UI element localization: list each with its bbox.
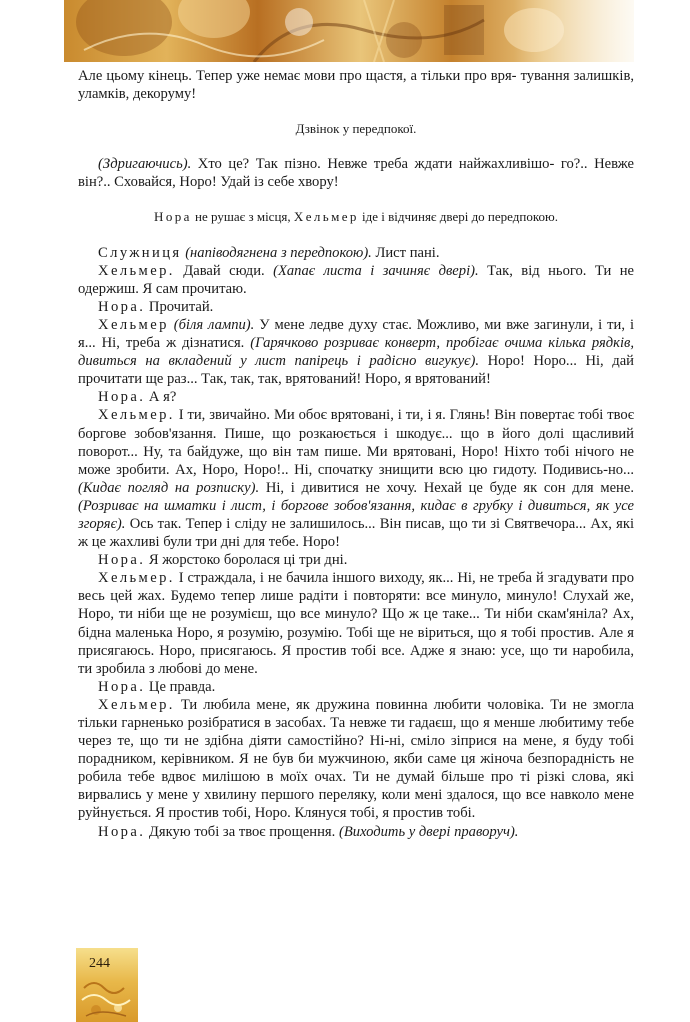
header-ornament	[64, 0, 634, 62]
dialogue-line: Хельмер (біля лампи). У мене ледве духу стає. Можливо, ми вже загинули, і ти, і я... Ні, треба ж дізнатися. (Гарячково розриває конверт, пробігає очима кілька рядків, дивиться на вкладений у лист папірець і радісно вигукує). Норо! Норо... Ні, дай прочитати ще раз... Так, так, так, врятований! Норо, я врятований!	[78, 316, 635, 388]
dialogue-line: Хельмер. І страждала, і не бачила іншого виходу, як... Ні, не треба й згадувати про весь цей жах. Будемо тепер лише радіти і повторяти: все минуло, минуло! Слухай же, Норо, ти ніби ще не розумієш, що все минуло? Що ж це таке... Ти ніби скам'яніла? Ах, бідна маленька Норо, я розумію, розумію. Тобі ще не віриться, що я тобі простив. Але я присягаюсь. Норо, присягаюсь. Я простив тобі все. Адже я знаю: усе, що ти наробила, ти зробила з любові до мене.	[78, 570, 634, 677]
paragraph: Але цьому кінець. Тепер уже немає мови про щастя, а тільки про вря- тування залишків, уламків, декоруму!	[78, 68, 634, 103]
stage-direction: Дзвінок у передпокої.	[295, 121, 417, 137]
speaker-name: Нора.	[98, 298, 146, 315]
speaker-name: Нора.	[98, 389, 146, 406]
speaker-name: Нора.	[98, 552, 146, 569]
dialogue-line: Нора. Прочитай.	[98, 298, 214, 315]
dialogue-line: Нора. Це правда.	[98, 678, 216, 695]
dialogue-line: Хельмер. Ти любила мене, як дружина повинна любити чоловіка. Ти не змогла тільки гарненько розібратися в засобах. Та невже ти гадаєш, що я менше любитиму тебе через те, що ти не здібна діяти самостійно? Ні-ні, сміло зіприся на мене, я буду тобі порадником, керівником. Я не був би мужчиною, якби саме ця жіноча безпорадність не робила тебе вдвоє милішою в моїх очах. Ти не думай більше про ті різкі слова, які вирвались у мене у хвилину першого переляку, коли мені здалося, що все навколо мене руйнується. Я простив тобі, Норо. Клянуся тобі, я простив тобі.	[78, 696, 634, 822]
page-number: 244	[89, 956, 110, 971]
speaker-name: Хельмер.	[98, 262, 175, 279]
speaker-name: Нора.	[98, 678, 146, 695]
speaker-name: Хельмер.	[98, 696, 175, 713]
dialogue-line: Нора. Дякую тобі за твоє прощення. (Виходить у двері праворуч).	[98, 823, 519, 840]
dialogue-line: Нора. Я жорстоко боролася ці три дні.	[98, 552, 348, 569]
stage-direction: Нора не рушає з місця, Хельмер іде і відчиняє двері до передпокою.	[154, 209, 558, 225]
speaker-name: Хельмер.	[98, 407, 175, 424]
dialogue-line: Хельмер. І ти, звичайно. Ми обоє врятовані, і ти, і я. Глянь! Він повертає тобі твоє боргове зобов'язання. Пише, що розкаюється і шкодує... що в його долі щасливий поворот... Ну, та байдуже, що він там пише. Ми врятовані, Норо! Ніхто тобі нічого не може зробити. Ах, Норо, Норо!.. Ні, спочатку знищити всю цю гидоту. Подивись-но... (Кидає погляд на розписку). Ні, і дивитися не хочу. Нехай це буде як сон для мене. (Розриває на шматки і лист, і боргове зобов'язання, кидає в грубку і дивиться, як усе згоряє). Ось так. Тепер і сліду не залишилось... Він писав, що ти зі Святвечора... Ах, які ж це жахливі були три дні для тебе. Норо!	[78, 407, 634, 551]
ornament-pattern	[64, 0, 634, 62]
speaker-name: Служниця	[98, 244, 182, 261]
speaker-name: Хельмер.	[98, 570, 175, 587]
dialogue-line: Хельмер. Давай сюди. (Хапає листа і зачиняє двері). Так, від нього. Ти не одержиш. Я сам прочитаю.	[78, 262, 635, 297]
speaker-name: Хельмер	[98, 316, 169, 333]
page-body	[78, 67, 634, 841]
dialogue-line: Нора. А я?	[98, 389, 177, 406]
dialogue-line: Служниця (напіводягнена з передпокою). Лист пані.	[98, 244, 440, 261]
paragraph: (Здригаючись). Хто це? Так пізно. Невже треба ждати найжахливішо- го?.. Невже він?.. Сховайся, Норо! Удай із себе хвору!	[78, 156, 635, 191]
speaker-name: Нора.	[98, 823, 146, 840]
